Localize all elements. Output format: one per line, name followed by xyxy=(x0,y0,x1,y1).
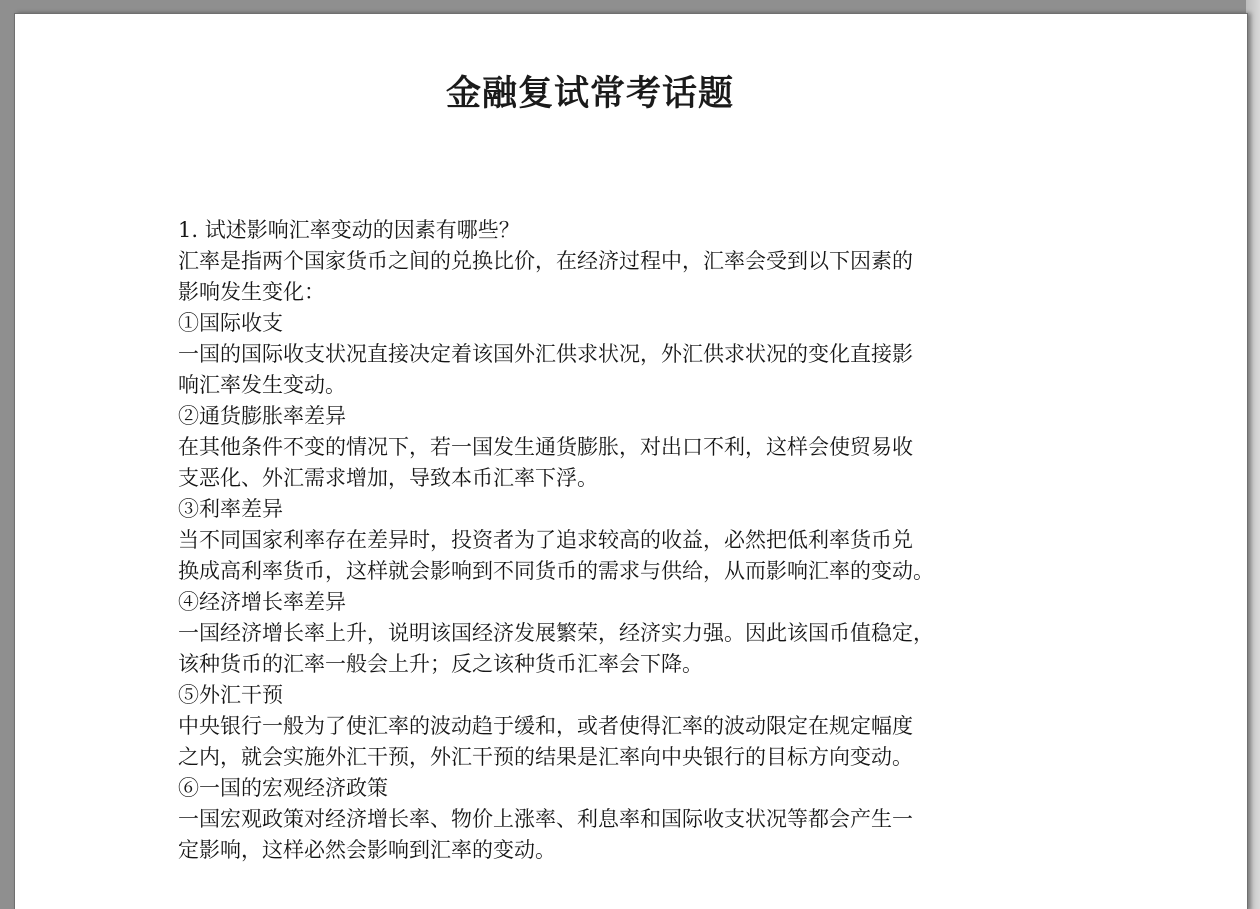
section-heading: ③利率差异 xyxy=(178,497,283,521)
paragraph-line: 在其他条件不变的情况下，若一国发生通货膨胀，对出口不利，这样会使贸易收 xyxy=(178,435,913,459)
section-heading: ②通货膨胀率差异 xyxy=(178,404,346,428)
paragraph-line: 中央银行一般为了使汇率的波动趋于缓和，或者使得汇率的波动限定在规定幅度 xyxy=(178,714,913,738)
paragraph-line: 一国宏观政策对经济增长率、物价上涨率、利息率和国际收支状况等都会产生一 xyxy=(178,807,913,831)
paragraph-line: 汇率是指两个国家货币之间的兑换比价，在经济过程中，汇率会受到以下因素的 xyxy=(178,249,913,273)
viewer-background-edge xyxy=(1246,0,1260,909)
section-heading: ⑥一国的宏观经济政策 xyxy=(178,776,388,800)
document-body xyxy=(178,215,1078,866)
paragraph-line: 该种货币的汇率一般会上升；反之该种货币汇率会下降。 xyxy=(178,652,703,676)
paragraph-line: 定影响，这样必然会影响到汇率的变动。 xyxy=(178,838,556,862)
paragraph-line: 换成高利率货币，这样就会影响到不同货币的需求与供给，从而影响汇率的变动。 xyxy=(178,559,934,583)
paragraph-line: 当不同国家利率存在差异时，投资者为了追求较高的收益，必然把低利率货币兑 xyxy=(178,528,913,552)
paragraph-line: 一国的国际收支状况直接决定着该国外汇供求状况，外汇供求状况的变化直接影 xyxy=(178,342,913,366)
document-page xyxy=(14,13,1248,909)
section-heading: ④经济增长率差异 xyxy=(178,590,346,614)
section-heading: ①国际收支 xyxy=(178,311,283,335)
paragraph-line: 一国经济增长率上升，说明该国经济发展繁荣，经济实力强。因此该国币值稳定， xyxy=(178,621,934,645)
paragraph-line: 影响发生变化： xyxy=(178,280,325,304)
section-heading: ⑤外汇干预 xyxy=(178,683,283,707)
document-title: 金融复试常考话题 xyxy=(445,74,734,114)
paragraph-line: 支恶化、外汇需求增加，导致本币汇率下浮。 xyxy=(178,466,598,490)
question-heading: 1. 试述影响汇率变动的因素有哪些？ xyxy=(178,218,520,242)
paragraph-line: 响汇率发生变动。 xyxy=(178,373,346,397)
paragraph-line: 之内，就会实施外汇干预，外汇干预的结果是汇率向中央银行的目标方向变动。 xyxy=(178,745,913,769)
